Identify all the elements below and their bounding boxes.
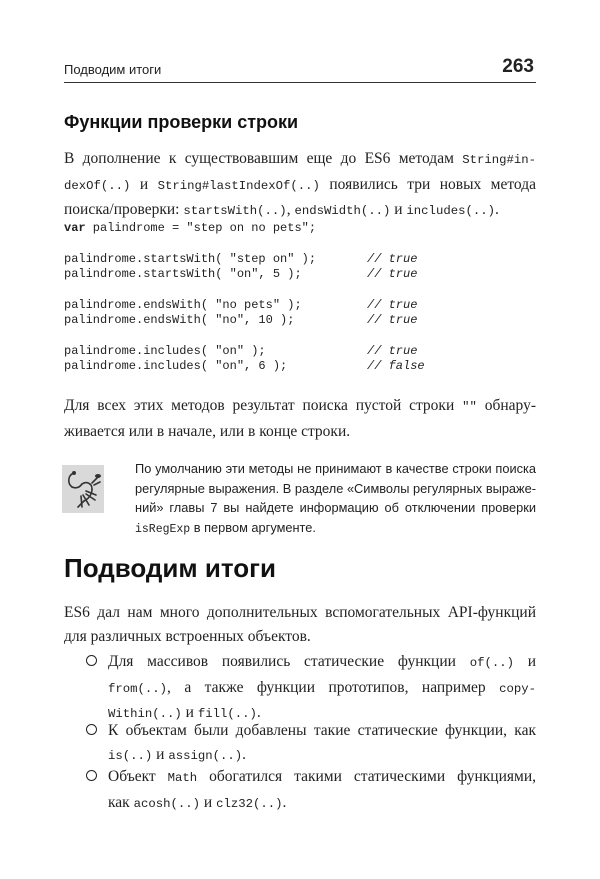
text-line (108, 650, 536, 676)
code-line (64, 344, 266, 359)
text-run: поиска/проверки: (64, 201, 184, 218)
inline-code: "" (462, 400, 477, 414)
page-number: 263 (502, 56, 534, 77)
text-line (135, 518, 536, 540)
list-item-text (108, 650, 536, 727)
code-text: palindrome.startsWith( "step on" ); (64, 252, 317, 266)
header-rule (64, 82, 536, 83)
bullet-circle-icon (86, 655, 97, 666)
code-text: palindrome.includes( "on" ); (64, 344, 266, 358)
text-run: обогатился такими статическими функциями, (197, 768, 536, 785)
inline-code: clz32(..) (216, 796, 283, 811)
text-line (64, 173, 536, 199)
text-run: обнару- (476, 397, 536, 414)
code-comment: // true (367, 344, 418, 358)
text-run: Для всех этих методов результат поиска пустой строки (64, 397, 463, 414)
bullet-circle-icon (86, 724, 97, 735)
section-title-summary: Подводим итоги (64, 553, 276, 583)
inline-code: assign(..) (168, 748, 243, 763)
inline-code: includes(..) (406, 204, 495, 218)
text-line (64, 625, 536, 649)
text-run: , (286, 201, 295, 218)
text-run: и (513, 653, 537, 670)
text-line (64, 198, 536, 224)
note-text (135, 459, 536, 539)
list-item-text (108, 719, 536, 768)
code-line (64, 313, 294, 328)
text-run: и (390, 201, 407, 218)
paragraph-intro (64, 147, 536, 224)
inline-code: String#in- (462, 153, 536, 167)
text-run: и (152, 745, 169, 763)
inline-code: acosh(..) (133, 796, 201, 811)
text-run: Для массивов появились статические функции (108, 653, 470, 670)
paragraph-empty-string (64, 394, 536, 443)
text-run: регулярные выражения. В разделе «Символы регулярных выраже- (135, 480, 536, 496)
text-run: . (494, 201, 499, 218)
text-run: для различных встроенных объектов. (64, 627, 311, 645)
text-run: . (256, 704, 261, 721)
inline-code: is(..) (108, 748, 153, 763)
text-line (64, 394, 536, 420)
code-text: palindrome.includes( "on", 6 ); (64, 359, 288, 373)
code-comment: // true (367, 313, 418, 327)
text-line (64, 147, 536, 173)
text-run: в первом аргументе. (190, 519, 316, 535)
text-line (135, 498, 536, 518)
inline-code: String#lastIndexOf(..) (157, 178, 320, 193)
text-run: ний» главы 7 вы найдете информацию об отключении проверки (135, 500, 536, 515)
inline-code: startsWith(..) (183, 204, 287, 218)
text-run: как (108, 793, 134, 811)
text-line (108, 676, 536, 702)
text-run: К объектам были добавлены такие статические функции, как (108, 722, 536, 739)
text-line (64, 420, 536, 444)
list-item-text (108, 765, 536, 816)
code-keyword: var (64, 221, 86, 235)
text-line (108, 719, 536, 743)
code-text: palindrome.startsWith( "on", 5 ); (64, 267, 302, 281)
text-run: появились три новых метода (319, 175, 536, 193)
text-run: и (130, 175, 158, 193)
text-line (108, 791, 536, 817)
text-run: По умолчанию эти методы не принимают в качестве строки поиска (135, 461, 536, 476)
inline-code: isRegExp (135, 522, 191, 536)
scorpion-icon (62, 465, 104, 513)
inline-code: copy- (499, 681, 536, 696)
running-title: Подводим итоги (64, 62, 162, 77)
running-head (64, 56, 536, 82)
code-line (64, 267, 302, 282)
section-title-string-checks: Функции проверки строки (64, 112, 299, 132)
code-line (64, 252, 316, 267)
text-run: . (242, 745, 246, 763)
code-text: palindrome = "step on no pets"; (85, 221, 317, 235)
code-comment: // true (367, 298, 418, 312)
inline-code: fill(..) (197, 707, 257, 721)
code-comment: // true (367, 252, 418, 266)
code-text: palindrome.endsWith( "no", 10 ); (64, 313, 295, 327)
text-run: В дополнение к существовавшим еще до ES6 методам (64, 150, 463, 167)
inline-code: of(..) (469, 656, 514, 670)
text-run: Объект (108, 768, 168, 785)
text-run: живается или в начале, или в конце строки. (64, 422, 351, 440)
code-comment: // true (367, 267, 418, 281)
code-text: palindrome.endsWith( "no pets" ); (64, 298, 302, 312)
text-line (108, 765, 536, 791)
inline-code: endsWidth(..) (294, 204, 391, 218)
text-run: . (282, 793, 287, 811)
inline-code: from(..) (108, 681, 168, 696)
text-run: , а также функции прототипов, например (167, 678, 500, 696)
text-line (135, 459, 536, 479)
inline-code: Math (167, 771, 198, 785)
text-run: ES6 дал нам много дополнительных вспомогательных API-функций (64, 604, 536, 621)
code-line (64, 298, 302, 313)
code-line (64, 359, 287, 374)
inline-code: dexOf(..) (64, 178, 131, 193)
paragraph-summary-intro (64, 601, 536, 648)
bullet-circle-icon (86, 770, 97, 781)
code-line (64, 221, 316, 236)
text-run: и (200, 793, 217, 811)
code-comment: // false (367, 359, 425, 373)
inline-code: Within(..) (108, 707, 182, 721)
text-line (135, 479, 536, 499)
text-line (64, 601, 536, 625)
text-run: и (181, 704, 198, 721)
